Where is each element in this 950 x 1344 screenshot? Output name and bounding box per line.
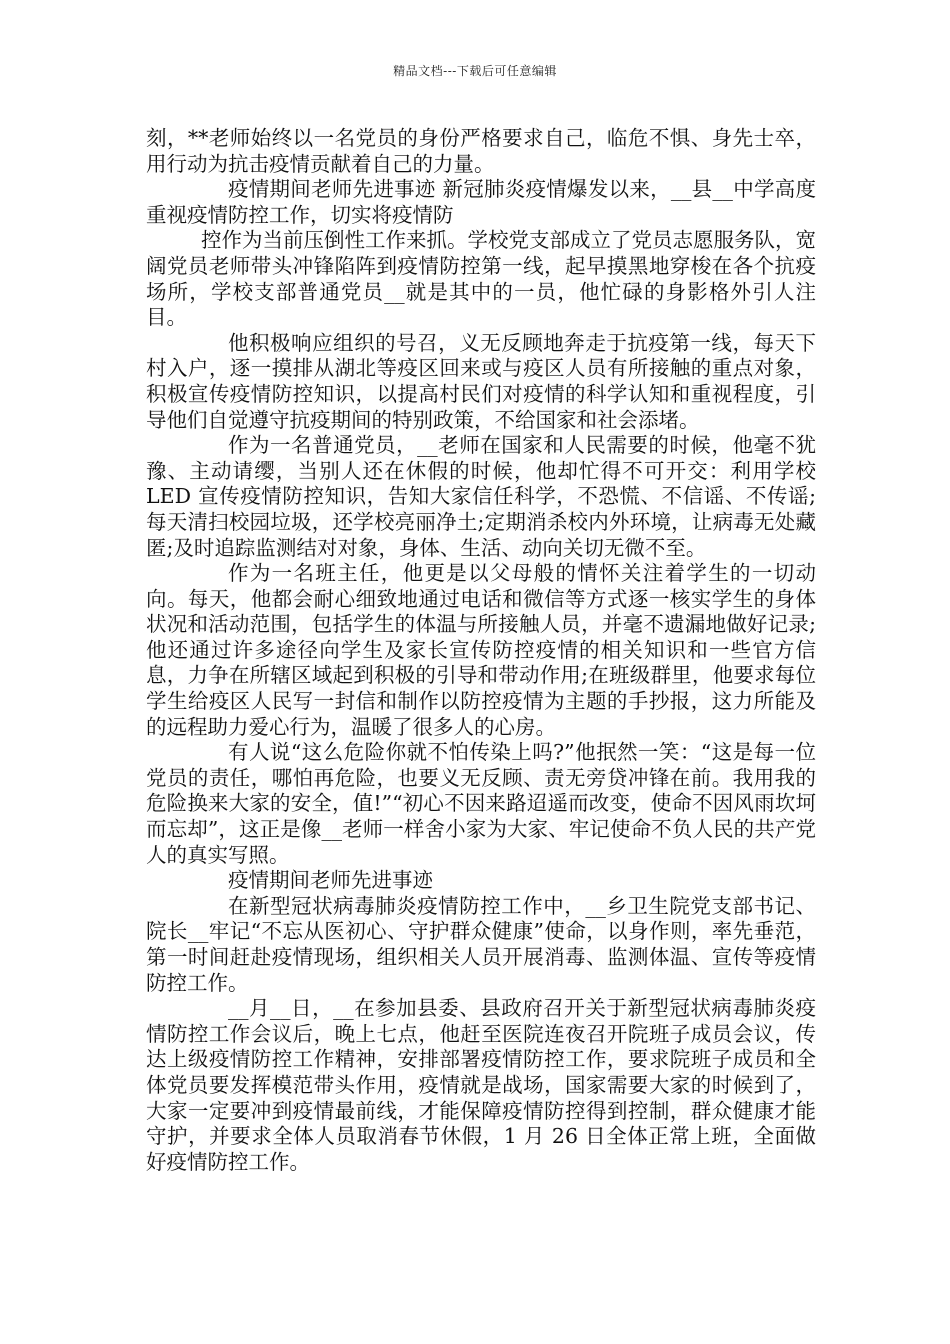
paragraph: 作为一名普通党员，__老师在国家和人民需要的时候，他毫不犹豫、主动请缨，当别人还在休假的时候，他却忙得不可开交：利用学校 LED 宣传疫情防控知识，告知大家信任科学，不恐慌、不信谣、不传谣;每天清扫校园垃圾，还学校亮丽净土;定期消杀校内外环境，让病毒无处藏匿;及时追踪监测结对对象，身体、生活、动向关切无微不至。 [146, 433, 816, 560]
paragraph: 作为一名班主任，他更是以父母般的情怀关注着学生的一切动向。每天，他都会耐心细致地通过电话和微信等方式逐一核实学生的身体状况和活动范围，包括学生的体温与所接触人员，并毫不遗漏地做好记录;他还通过许多途径向学生及家长宣传防控疫情的相关知识和一些官方信息，力争在所辖区域起到积极的引导和带动作用;在班级群里，他要求每位学生给疫区人民写一封信和制作以防控疫情为主题的手抄报，这力所能及的远程助力爱心行为，温暖了很多人的心房。 [146, 561, 816, 739]
paragraph: 控作为当前压倒性工作来抓。学校党支部成立了党员志愿服务队，宽阔党员老师带头冲锋陷阵到疫情防控第一线，起早摸黑地穿梭在各个抗疫场所，学校支部普通党员__就是其中的一员，他忙碌的身影格外引人注目。 [146, 228, 816, 330]
section-heading: 疫情期间老师先进事迹 [228, 868, 433, 893]
paragraph: 在新型冠状病毒肺炎疫情防控工作中，__乡卫生院党支部书记、院长__牢记“不忘从医初心、守护群众健康”使命，以身作则，率先垂范，第一时间赶赴疫情现场，组织相关人员开展消毒、监测体温、宣传等疫情防控工作。 [146, 893, 816, 995]
document-body [146, 126, 816, 1175]
paragraph-heading-inline: 疫情期间老师先进事迹 新冠肺炎疫情爆发以来，__县__中学高度重视疫情防控工作，切实将疫情防 [146, 177, 816, 227]
paragraph: __月__日，__在参加县委、县政府召开关于新型冠状病毒肺炎疫情防控工作会议后，晚上七点，他赶至医院连夜召开院班子成员会议，传达上级疫情防控工作精神，安排部署疫情防控工作，要求院班子成员和全体党员要发挥模范带头作用，疫情就是战场，国家需要大家的时候到了，大家一定要冲到疫情最前线，才能保障疫情防控得到控制，群众健康才能守护，并要求全体人员取消春节休假，1 月 26 日全体正常上班，全面做好疫情防控工作。 [146, 996, 816, 1174]
paragraph: 他积极响应组织的号召，义无反顾地奔走于抗疫第一线，每天下村入户，逐一摸排从湖北等疫区回来或与疫区人员有所接触的重点对象，积极宣传疫情防控知识，以提高村民们对疫情的科学认知和重视程度，引导他们自觉遵守抗疫期间的特别政策，不给国家和社会添堵。 [146, 330, 816, 432]
page-header: 精品文档---下载后可任意编辑 [393, 64, 557, 78]
paragraph: 有人说“这么危险你就不怕传染上吗?”他抿然一笑：“这是每一位党员的责任，哪怕再危险，也要义无反顾、责无旁贷冲锋在前。我用我的危险换来大家的安全，值!”“初心不因来路迢遥而改变，使命不因风雨坎坷而忘却”，这正是像__老师一样舍小家为大家、牢记使命不负人民的共产党人的真实写照。 [146, 740, 816, 867]
paragraph: 刻，**老师始终以一名党员的身份严格要求自己，临危不惧、身先士卒，用行动为抗击疫情贡献着自己的力量。 [146, 126, 816, 176]
